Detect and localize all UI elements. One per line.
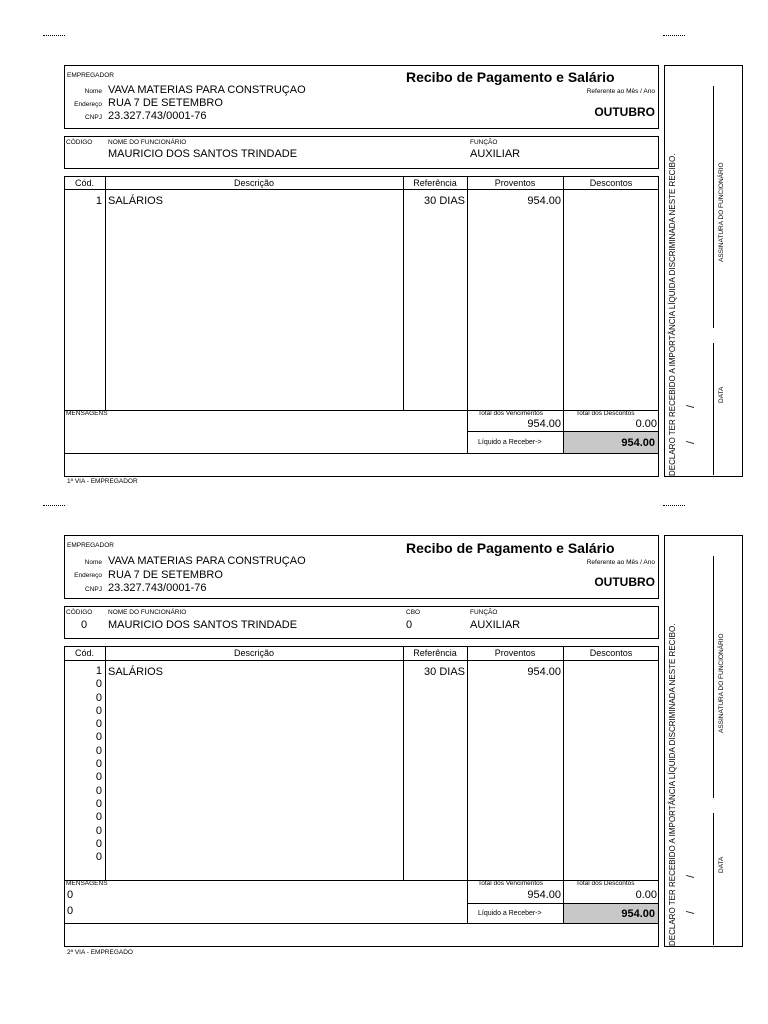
item-code: 0 (95, 784, 102, 797)
employer-label: EMPREGADOR (67, 542, 114, 549)
address-label: Endereço (74, 572, 102, 579)
items-table (64, 646, 659, 947)
employee-cbo: 0 (406, 619, 413, 631)
address-label: Endereço (74, 101, 102, 108)
item-code: 1 (95, 665, 102, 677)
table-header-line (64, 660, 659, 661)
declaration-text: DECLARO TER RECEBIDO A IMPORTÂNCIA LÍQUIDA DISCRIMINADA NESTE RECIBO. (668, 153, 677, 476)
receipt-title: Recibo de Pagamento e Salário (406, 69, 615, 85)
reference-label: Referente ao Mês / Ano (586, 88, 655, 95)
employer-label: EMPREGADOR (67, 72, 114, 79)
employee-name-label: NOME DO FUNCIONÁRIO (108, 139, 187, 146)
total-vencimentos: 954.00 (527, 889, 561, 901)
employee-name: MAURICIO DOS SANTOS TRINDADE (108, 619, 298, 631)
item-code: 0 (95, 824, 102, 837)
col-header-cod: Cód. (74, 648, 94, 658)
message-line-1: 0 (67, 889, 74, 901)
date-slash: / (685, 910, 697, 914)
item-code: 1 (95, 195, 102, 207)
date-label: DATA (718, 386, 725, 403)
col-divider (467, 646, 468, 923)
total-vencimentos-label: Total dos Vencimentos (478, 880, 544, 887)
col-divider (563, 646, 564, 923)
item-code: 0 (95, 678, 102, 691)
employee-name: MAURICIO DOS SANTOS TRINDADE (108, 148, 298, 160)
name-label: Nome (84, 88, 102, 95)
message-line-2: 0 (67, 905, 74, 917)
net-value: 954.00 (621, 437, 655, 449)
item-description: SALÁRIOS (108, 195, 164, 207)
via-label: 1ª VIA - EMPREGADOR (67, 478, 138, 485)
messages-line (64, 880, 659, 881)
messages-label: MENSAGENS (66, 410, 108, 417)
item-proventos: 954.00 (527, 195, 561, 207)
col-header-desc: Descrição (233, 178, 274, 188)
col-header-ref: Referência (413, 178, 457, 188)
code-label: CÓDIGO (66, 609, 93, 616)
item-code: 0 (95, 797, 102, 810)
name-label: Nome (84, 559, 102, 566)
function-label: FUNÇÃO (470, 609, 498, 616)
net-value: 954.00 (621, 908, 655, 920)
employee-name-label: NOME DO FUNCIONÁRIO (108, 609, 187, 616)
reference-month: OUTUBRO (594, 105, 655, 119)
signature-line (713, 556, 714, 798)
total-descontos: 0.00 (635, 418, 657, 430)
footer-line (64, 923, 659, 924)
col-header-prov: Proventos (494, 178, 536, 188)
employer-cnpj: 23.327.743/0001-76 (108, 582, 207, 594)
date-slash: / (685, 440, 697, 444)
employer-address: RUA 7 DE SETEMBRO (108, 569, 223, 581)
item-code: 0 (95, 691, 102, 704)
date-slash: / (685, 404, 697, 408)
item-reference: 30 DIAS (424, 666, 465, 678)
employer-address: RUA 7 DE SETEMBRO (108, 97, 223, 109)
reference-month: OUTUBRO (594, 575, 655, 589)
item-reference: 30 DIAS (424, 195, 465, 207)
date-line (713, 813, 714, 945)
receipt-title: Recibo de Pagamento e Salário (406, 540, 615, 556)
col-header-disc: Descontos (589, 178, 633, 188)
cnpj-label: CNPJ (85, 114, 102, 121)
col-divider (403, 646, 404, 880)
col-header-disc: Descontos (589, 648, 633, 658)
net-label: Líquido a Receber-> (478, 910, 542, 917)
item-code: 0 (95, 851, 102, 864)
employer-name: VAVA MATERIAS PARA CONSTRUÇAO (108, 555, 306, 567)
item-code: 0 (95, 758, 102, 771)
col-header-cod: Cód. (74, 178, 94, 188)
via-label: 2ª VIA - EMPREGADO (67, 949, 133, 956)
signature-label: ASSINATURA DO FUNCIONÁRIO (718, 162, 725, 262)
employee-function: AUXILIAR (470, 619, 521, 631)
cnpj-label: CNPJ (85, 586, 102, 593)
item-code-column (64, 665, 102, 864)
item-code: 0 (95, 811, 102, 824)
declaration-text: DECLARO TER RECEBIDO A IMPORTÂNCIA LÍQUIDA DISCRIMINADA NESTE RECIBO. (668, 623, 677, 946)
total-descontos: 0.00 (635, 889, 657, 901)
item-code: 0 (95, 744, 102, 757)
code-label: CÓDIGO (66, 139, 93, 146)
item-proventos: 954.00 (527, 666, 561, 678)
col-divider (105, 646, 106, 880)
total-descontos-label: Total dos Descontos (576, 410, 635, 417)
employee-function: AUXILIAR (470, 148, 521, 160)
reference-label: Referente ao Mês / Ano (586, 559, 655, 566)
col-header-desc: Descrição (233, 648, 274, 658)
col-header-ref: Referência (413, 648, 457, 658)
item-description: SALÁRIOS (108, 666, 164, 678)
item-code: 0 (95, 771, 102, 784)
date-slash: / (685, 874, 697, 878)
total-vencimentos-label: Total dos Vencimentos (478, 410, 544, 417)
employer-name: VAVA MATERIAS PARA CONSTRUÇAO (108, 84, 306, 96)
messages-label: MENSAGENS (66, 880, 108, 887)
item-code: 0 (95, 837, 102, 850)
signature-label: ASSINATURA DO FUNCIONÁRIO (718, 633, 725, 733)
total-vencimentos: 954.00 (527, 418, 561, 430)
employee-code: 0 (81, 619, 88, 631)
cbo-label: CBO (406, 609, 421, 616)
net-label: Líquido a Receber-> (478, 439, 542, 446)
col-header-prov: Proventos (494, 648, 536, 658)
date-label: DATA (718, 856, 725, 873)
total-descontos-label: Total dos Descontos (576, 880, 635, 887)
function-label: FUNÇÃO (470, 139, 498, 146)
item-code: 0 (95, 704, 102, 717)
item-code: 0 (95, 718, 102, 731)
item-code: 0 (95, 731, 102, 744)
employer-cnpj: 23.327.743/0001-76 (108, 110, 207, 122)
